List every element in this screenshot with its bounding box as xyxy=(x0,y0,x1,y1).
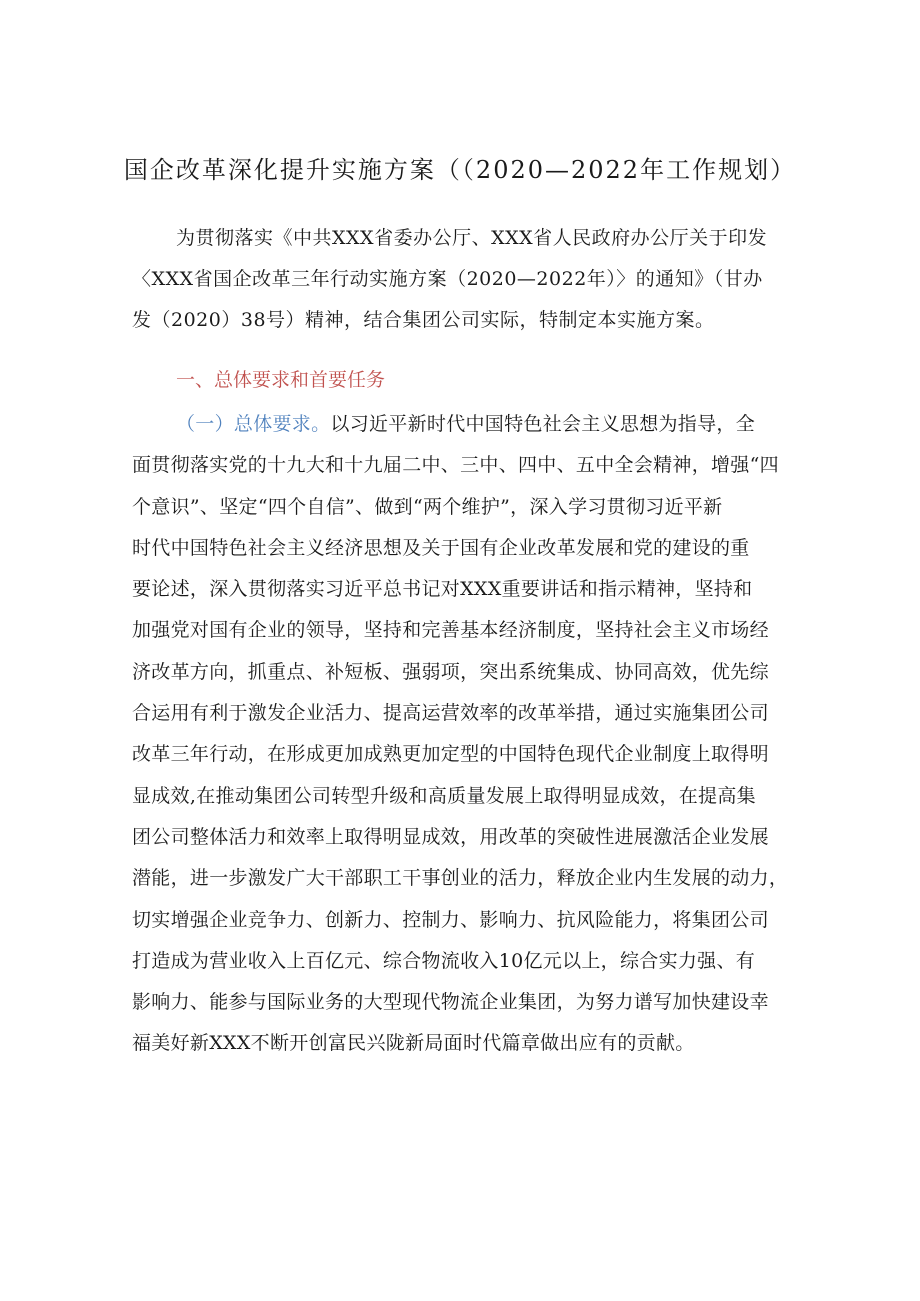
document-title: 国企改革深化提升实施方案（（2020—2022年工作规划） xyxy=(123,156,797,184)
intro-line: 发（2020）38号）精神，结合集团公司实际，特制定本实施方案。 xyxy=(132,309,715,331)
body-line: 合运用有利于激发企业活力、提高运营效率的改革举措，通过实施集团公司 xyxy=(132,702,769,725)
body-line: 切实增强企业竞争力、创新力、控制力、影响力、抗风险能力，将集团公司 xyxy=(132,908,769,931)
body-line: 团公司整体活力和效率上取得明显成效，用改革的突破性进展激活企业发展 xyxy=(132,825,769,848)
body-line: 面贯彻落实党的十九大和十九届二中、三中、四中、五中全会精神，增强“四 xyxy=(132,454,779,477)
body-first-line xyxy=(132,404,792,445)
body-line: 要论述，深入贯彻落实习近平总书记对XXX重要讲话和指示精神，坚持和 xyxy=(132,578,753,601)
body-line: 时代中国特色社会主义经济思想及关于国有企业改革发展和党的建设的重 xyxy=(132,536,750,559)
body-line: 个意识”、坚定“四个自信”、做到“两个维护”，深入学习贯彻习近平新 xyxy=(132,495,723,518)
body-paragraph xyxy=(132,404,792,1065)
intro-paragraph xyxy=(132,218,792,341)
body-line: 福美好新XXX不断开创富民兴陇新局面时代篇章做出应有的贡献。 xyxy=(132,1032,695,1055)
body-line: 加强党对国有企业的领导，坚持和完善基本经济制度，坚持社会主义市场经 xyxy=(132,619,769,642)
body-line: 潜能，进一步激发广大干部职工干事创业的活力，释放企业内生发展的动力， xyxy=(132,867,789,890)
body-line: 以习近平新时代中国特色社会主义思想为指导，全 xyxy=(330,413,756,435)
section-heading: 一、总体要求和首要任务 xyxy=(176,369,386,391)
body-line: 打造成为营业收入上百亿元、综合物流收入10亿元以上，综合实力强、有 xyxy=(132,949,756,972)
intro-line: 〈XXX省国企改革三年行动实施方案（2020—2022年）〉的通知》（甘办 xyxy=(132,268,763,290)
subsection-heading: （一）总体要求。 xyxy=(176,413,331,435)
body-line: 济改革方向，抓重点、补短板、强弱项，突出系统集成、协同高效，优先综 xyxy=(132,660,769,683)
intro-line: 为贯彻落实《中共XXX省委办公厅、XXX省人民政府办公厅关于印发 xyxy=(176,227,768,249)
body-line: 影响力、能参与国际业务的大型现代物流企业集团，为努力谱写加快建设幸 xyxy=(132,991,769,1014)
body-line: 显成效,在推动集团公司转型升级和高质量发展上取得明显成效，在提高集 xyxy=(132,784,756,807)
body-line: 改革三年行动，在形成更加成熟更加定型的中国特色现代企业制度上取得明 xyxy=(132,743,769,766)
